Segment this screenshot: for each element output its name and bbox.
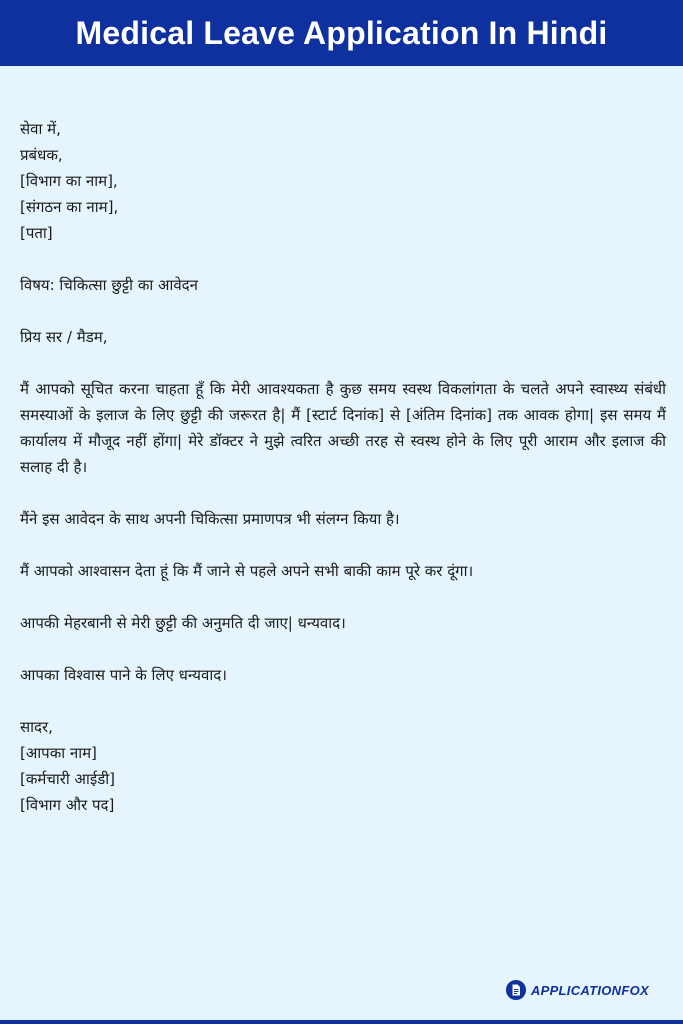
closing-block: [20, 714, 666, 818]
body-paragraph: मैं आपको आश्वासन देता हूं कि मैं जाने से पहले अपने सभी बाकी काम पूरे कर दूंगा।: [20, 562, 474, 580]
brand-logo: [506, 980, 649, 1000]
body-paragraph: मैंने इस आवेदन के साथ अपनी चिकित्सा प्रमाणपत्र भी संलग्न किया है।: [20, 510, 400, 528]
salutation: प्रिय सर / मैडम,: [20, 328, 108, 346]
recipient-line: [विभाग का नाम],: [20, 172, 118, 190]
recipient-line: प्रबंधक,: [20, 146, 63, 164]
body-paragraph: आपकी मेहरबानी से मेरी छुट्टी की अनुमति दी जाए| धन्यवाद।: [20, 614, 346, 632]
title-banner: [0, 0, 683, 66]
footer-bar: [0, 1020, 683, 1024]
recipient-line: [पता]: [20, 224, 53, 242]
closing-line: [आपका नाम]: [20, 744, 97, 762]
closing-line: [विभाग और पद]: [20, 796, 115, 814]
recipient-block: [20, 116, 666, 246]
recipient-line: [संगठन का नाम],: [20, 198, 119, 216]
document-icon: [506, 980, 526, 1000]
letter-body: [20, 116, 666, 818]
page-title: Medical Leave Application In Hindi: [75, 14, 608, 51]
brand-name: APPLICATIONFOX: [530, 982, 649, 998]
closing-line: सादर,: [20, 718, 53, 736]
closing-line: [कर्मचारी आईडी]: [20, 770, 115, 788]
body-paragraph: आपका विश्वास पाने के लिए धन्यवाद।: [20, 666, 227, 684]
recipient-line: सेवा में,: [20, 120, 61, 138]
body-paragraph: मैं आपको सूचित करना चाहता हूँ कि मेरी आवश्यकता है कुछ समय स्वस्थ विकलांगता के चलते अपने स्वास्थ्य संबंधी समस्याओं के इलाज के लिए छुट्टी की जरूरत है| मैं [स्टार्ट दिनांक] से [अंतिम दिनांक] तक आवक होगा| इस समय मैं कार्यालय में मौजूद नहीं होंगा| मेरे डॉक्टर ने मुझे त्वरित अच्छी तरह से स्वस्थ होने के लिए पूरी आराम और इलाज की सलाह दी है।: [20, 380, 666, 476]
subject-line: विषय: चिकित्सा छुट्टी का आवेदन: [20, 276, 198, 294]
